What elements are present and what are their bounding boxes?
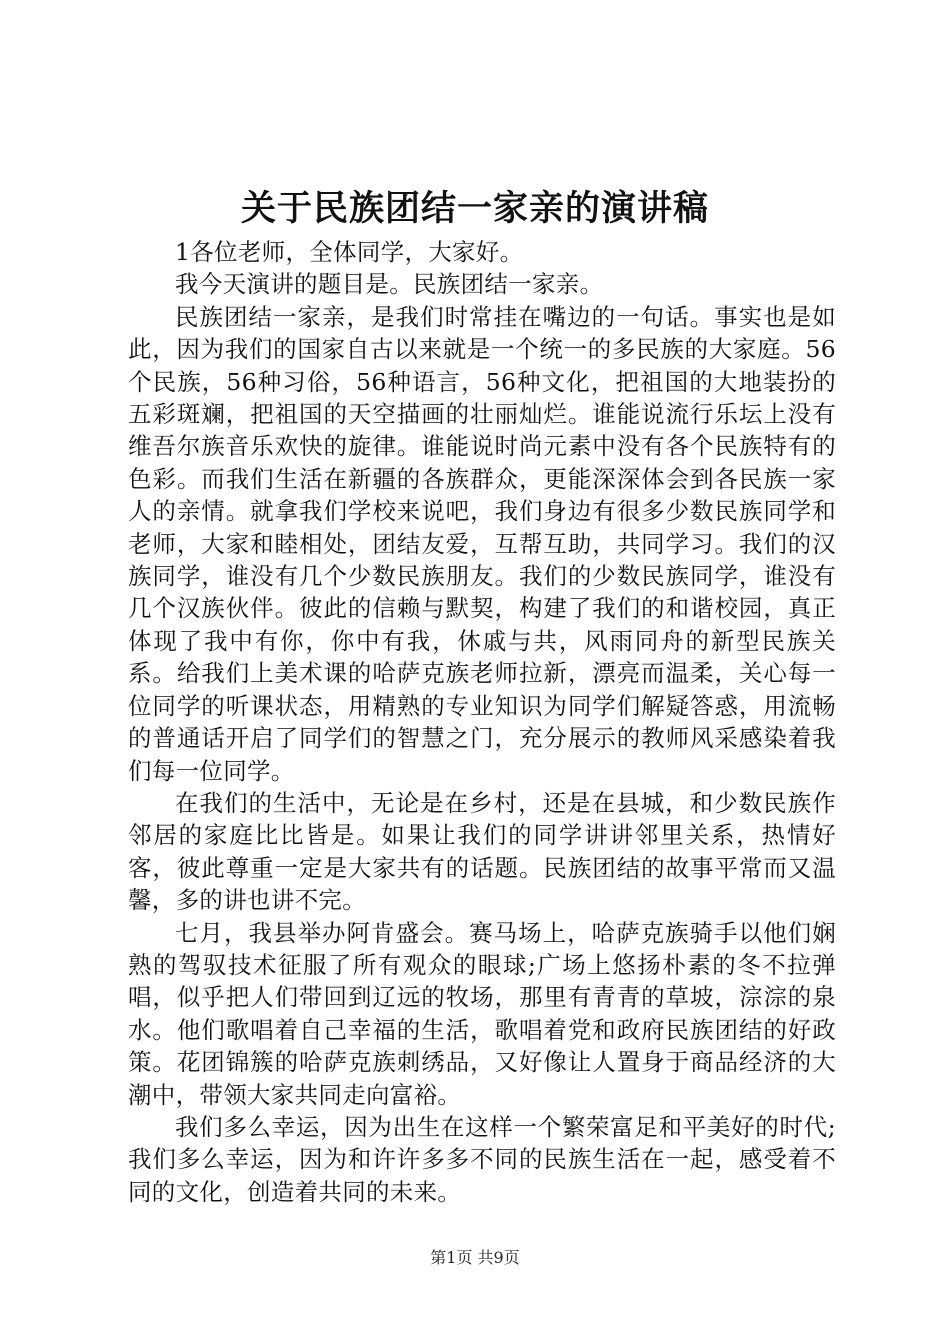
document-body	[128, 236, 836, 1208]
paragraph-daily-life: 在我们的生活中，无论是在乡村，还是在县城，和少数民族作邻居的家庭比比皆是。如果让我们的同学讲讲邻里关系，热情好客，彼此尊重一定是大家共有的话题。民族团结的故事平常而又温馨，多的讲也讲不完。	[128, 788, 836, 915]
paragraph-main: 民族团结一家亲，是我们时常挂在嘴边的一句话。事实也是如此，因为我们的国家自古以来就是一个统一的多民族的大家庭。56个民族，56种习俗，56种语言，56种文化，把祖国的大地装扮的五彩斑斓，把祖国的天空描画的壮丽灿烂。谁能说流行乐坛上没有维吾尔族音乐欢快的旋律。谁能说时尚元素中没有各个民族特有的色彩。而我们生活在新疆的各族群众，更能深深体会到各民族一家人的亲情。就拿我们学校来说吧，我们身边有很多少数民族同学和老师，大家和睦相处，团结友爱，互帮互助，共同学习。我们的汉族同学，谁没有几个少数民族朋友。我们的少数民族同学，谁没有几个汉族伙伴。彼此的信赖与默契，构建了我们的和谐校园，真正体现了我中有你，你中有我，休戚与共，风雨同舟的新型民族关系。给我们上美术课的哈萨克族老师拉新，漂亮而温柔，关心每一位同学的听课状态，用精熟的专业知识为同学们解疑答惑，用流畅的普通话开启了同学们的智慧之门，充分展示的教师风采感染着我们每一位同学。	[128, 302, 836, 785]
paragraph-closing: 我们多么幸运，因为出生在这样一个繁荣富足和平美好的时代;我们多么幸运，因为和许许多多不同的民族生活在一起，感受着不同的文化，创造着共同的未来。	[128, 1112, 836, 1206]
paragraph-festival: 七月，我县举办阿肯盛会。赛马场上，哈萨克族骑手以他们娴熟的驾驭技术征服了所有观众的眼球;广场上悠扬朴素的冬不拉弹唱，似乎把人们带回到辽远的牧场，那里有青青的草坡，淙淙的泉水。他们歌唱着自己幸福的生活，歌唱着党和政府民族团结的好政策。花团锦簇的哈萨克族刺绣品，又好像让人置身于商品经济的大潮中，带领大家共同走向富裕。	[128, 918, 836, 1109]
paragraph-topic: 我今天演讲的题目是。民族团结一家亲。	[175, 270, 604, 299]
document-title: 关于民族团结一家亲的演讲稿	[240, 188, 709, 229]
page-number-footer: 第1页 共9页	[430, 1248, 520, 1267]
paragraph-greeting: 1各位老师，全体同学，大家好。	[175, 238, 524, 266]
